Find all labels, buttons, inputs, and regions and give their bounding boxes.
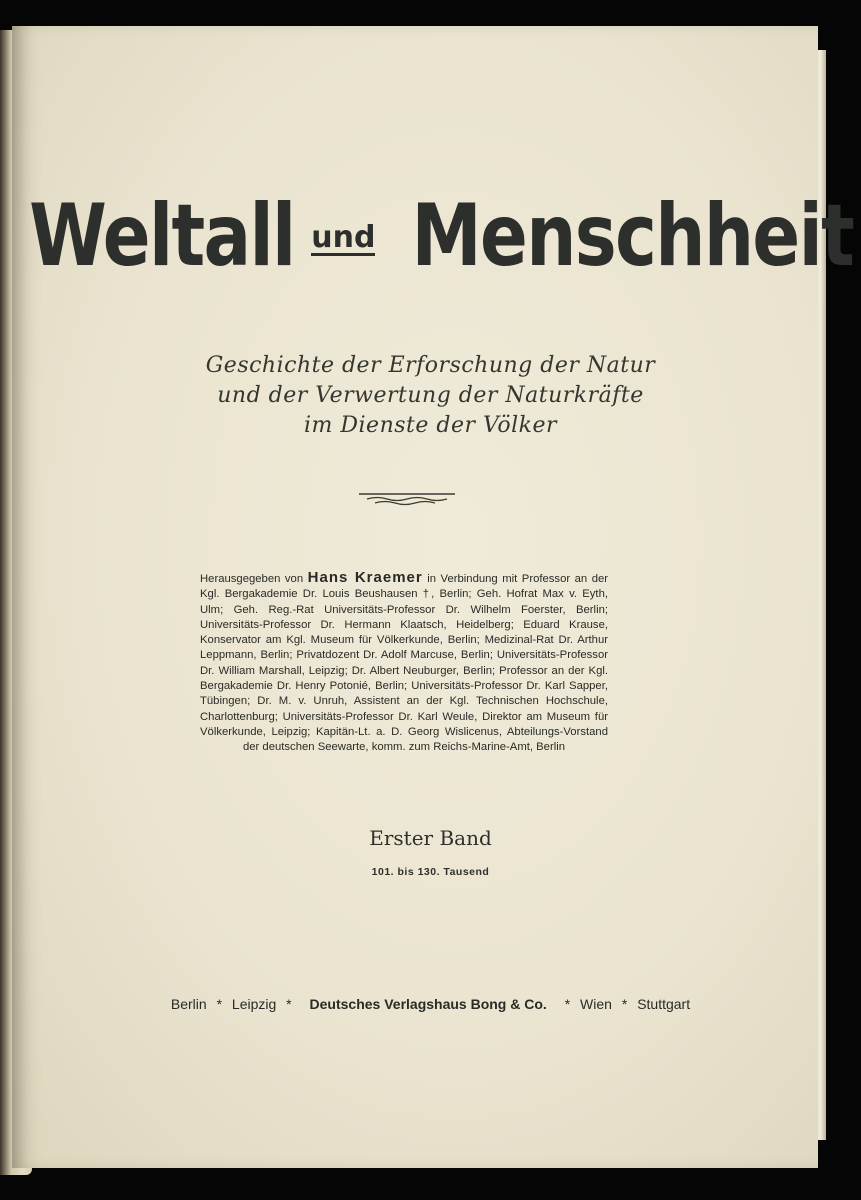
imprint-separator: * [286, 996, 292, 1012]
subtitle-line-1: Geschichte der Erforschung der Natur [205, 353, 656, 378]
publisher-name: Deutsches Verlagshaus Bong & Co. [309, 996, 547, 1012]
credits-intro: Herausgegeben von [200, 573, 304, 585]
imprint-city-wien: Wien [580, 996, 612, 1012]
imprint-separator: * [564, 996, 571, 1012]
imprint-city-leipzig: Leipzig [231, 996, 277, 1012]
imprint-city-stuttgart: Stuttgart [637, 996, 691, 1012]
book-title [0, 186, 861, 286]
edition-label: 101. bis 130. Tausend [371, 866, 490, 878]
publisher-imprint [0, 996, 861, 1012]
imprint-separator: * [621, 996, 628, 1012]
title-word-weltall: Weltall [29, 186, 295, 286]
contributors-list: in Verbindung mit Professor an der Kgl. Bergakademie Dr. Louis Beushausen †, Berlin; Geh. Hofrat Max v. Eyth, Ulm; Geh. Reg.-Rat Universitäts-Professor Dr. Wilhelm Foerster, Berlin; Universitäts-Professor Dr. Hermann Klaatsch, Heidelberg; Eduard Krause, Konservator am Kgl. Museum für Völkerkunde, Berlin; Medizinal-Rat Dr. Arthur Leppmann, Berlin; Privatdozent Dr. Adolf Marcuse, Berlin; Universitäts-Professor Dr. William Marshall, Leipzig; Dr. Albert Neuburger, Berlin; Professor an der Kgl. Bergakademie Dr. Henry Potonié, Berlin; Universitäts-Professor Dr. Karl Sapper, Tübingen; Dr. M. v. Unruh, Assistent an der Kgl. Technischen Hochschule, Charlottenburg; Universitäts-Professor Dr. Karl Weule, Direktor am Museum für Völkerkunde, Leipzig; Kapitän-Lt. a. D. Georg Wislicenus, Abteilungs-Vorstand der deutschen Seewarte, komm. zum Reichs-Marine-Amt, Berlin [200, 573, 609, 754]
contributors-block [200, 570, 608, 756]
volume-label: Erster Band [369, 826, 492, 850]
title-word-menschheit: Menschheit [411, 186, 854, 286]
wave-ornament-icon [357, 488, 457, 508]
title-connector: und [311, 220, 376, 255]
imprint-city-berlin: Berlin [170, 996, 207, 1012]
book-subtitle [0, 351, 861, 441]
imprint-separator: * [216, 996, 223, 1012]
subtitle-line-2: und der Verwertung der Naturkräfte [217, 383, 644, 408]
subtitle-line-3: im Dienste der Völker [303, 413, 558, 438]
editor-name: Hans Kraemer [307, 569, 423, 586]
